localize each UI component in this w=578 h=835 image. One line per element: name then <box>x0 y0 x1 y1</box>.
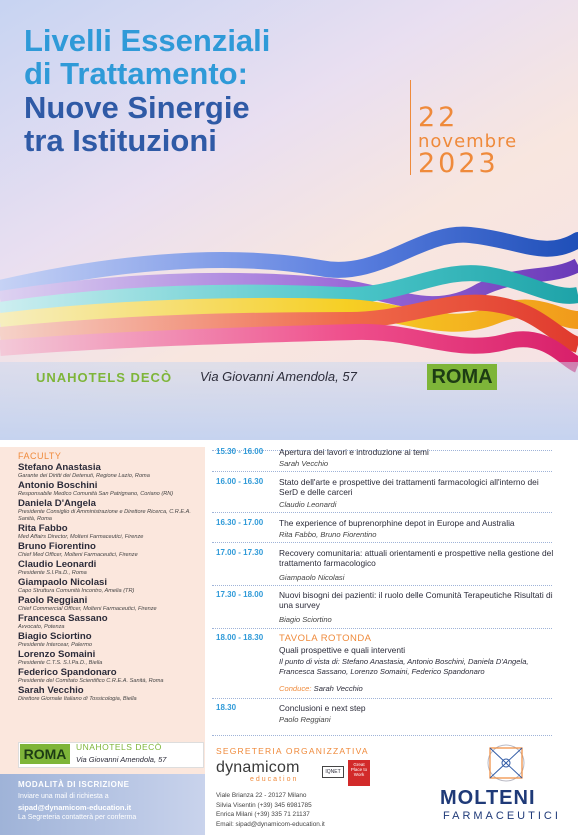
faculty-item: Stefano Anastasia Garante dei Diritti dei Detenuti, Regione Lazio, Roma <box>18 462 150 479</box>
program-speaker: Biagio Sciortino <box>279 615 332 624</box>
faculty-item: Daniela D'Angela Presidente Consiglio di Amministrazione e Direttore Ricerca, C.R.E.A. Sanità, Roma <box>18 498 191 522</box>
program-speaker: Claudio Leonardi <box>279 500 337 509</box>
program-speaker: Giampaolo Nicolasi <box>279 573 345 582</box>
faculty-heading: FACULTY <box>18 451 62 461</box>
faculty-item: Rita Fabbo Med Affairs Director, Molteni Farmaceutici, Firenze <box>18 523 144 540</box>
program-time: 18.00 - 18.30 <box>216 633 264 642</box>
faculty-item: Biagio Sciortino Presidente Intercear, Palermo <box>18 631 92 648</box>
program-title: Nuovi bisogni dei pazienti: il ruolo delle Comunità Terapeutiche Risultati di una survey <box>279 590 553 610</box>
program-divider <box>212 542 552 543</box>
registration-note: La Segreteria contatterà per conferma <box>18 814 137 821</box>
date-month: novembre <box>418 131 518 152</box>
event-title <box>24 24 354 158</box>
secretariat-contacts <box>216 791 325 829</box>
venue-address-small: Via Giovanni Amendola, 57 <box>76 755 167 764</box>
date-divider <box>410 80 411 175</box>
faculty-item: Francesca Sassano Avvocato, Potenza <box>18 613 108 630</box>
registration-text: Inviare una mail di richiesta a <box>18 793 109 800</box>
program-speaker: Paolo Reggiani <box>279 715 331 724</box>
program-divider <box>212 698 552 699</box>
moderator-name: Sarah Vecchio <box>313 684 363 693</box>
program-title: The experience of buprenorphine depot in Europe and Australia <box>279 518 515 528</box>
program-divider <box>212 735 552 736</box>
faculty-item: Bruno Fiorentino Chief Med Officer, Molteni Farmaceutici, Firenze <box>18 541 138 558</box>
program-title: Stato dell'arte e prospettive dei trattamenti farmacologici all'interno dei SerD e delle carceri <box>279 477 539 497</box>
title-line-1: Livelli Essenziali <box>24 23 271 58</box>
program-title: Apertura dei lavori e introduzione ai temi <box>279 447 429 457</box>
faculty-item: Lorenzo Somaini Presidente C.T.S. S.I.Pa.D., Biella <box>18 649 103 666</box>
registration-email-link[interactable]: sipad@dynamicom-education.it <box>18 803 132 812</box>
faculty-item: Claudio Leonardi Presidente S.I.Pa.D., Roma <box>18 559 97 576</box>
date-day: 22 <box>418 102 459 133</box>
program-time: 17.00 - 17.30 <box>216 548 264 557</box>
molteni-logo-icon <box>484 742 528 784</box>
program-divider <box>212 628 552 629</box>
round-table-panel: Il punto di vista di: Stefano Anastasia, Antonio Boschini, Daniela D'Angela, Francesca Sassano, Lorenzo Somaini, Federico Spandonaro <box>279 657 529 676</box>
program-speaker: Rita Fabbo, Bruno Fiorentino <box>279 530 377 539</box>
city-badge-small: ROMA <box>20 744 70 764</box>
faculty-item: Paolo Reggiani Chief Commercial Officer, Molteni Farmaceutici, Firenze <box>18 595 157 612</box>
program-divider <box>212 512 552 513</box>
program-title: Conclusioni e next step <box>279 703 366 713</box>
round-table-moderator <box>279 684 363 693</box>
program-time: 16.30 - 17.00 <box>216 518 264 527</box>
venue-address: Via Giovanni Amendola, 57 <box>200 369 357 384</box>
program-speaker: Sarah Vecchio <box>279 459 329 468</box>
dynamicom-logo-sub: education <box>250 776 299 783</box>
venue-name-small: UNAHOTELS DECÒ <box>76 742 162 752</box>
program-title: Recovery comunitaria: attuali orientamenti e prospettive nella gestione del trattamento farmacologico <box>279 548 554 568</box>
round-table-heading: TAVOLA ROTONDA <box>279 633 372 644</box>
braided-ropes-image <box>0 170 578 380</box>
faculty-item: Federico Spandonaro Presidente del Comitato Scientifico C.R.E.A. Sanità, Roma <box>18 667 164 684</box>
city-badge: ROMA <box>427 364 497 390</box>
secretariat-contact-2: Enrica Milani (+39) 335 71 21137 <box>216 811 310 819</box>
faculty-item: Sarah Vecchio Direttore Giornale Italiano di Tossicologia, Biella <box>18 685 137 702</box>
program-divider <box>212 471 552 472</box>
sponsor-sub: FARMACEUTICI <box>443 810 561 822</box>
sponsor-name: MOLTENI <box>440 787 536 809</box>
venue-name: UNAHOTELS DECÒ <box>36 370 173 385</box>
program-time: 18.30 <box>216 703 237 712</box>
secretariat-address: Viale Brianza 22 - 20127 Milano <box>216 792 307 799</box>
event-date <box>418 102 548 179</box>
program-time: 16.00 - 16.30 <box>216 477 264 486</box>
moderator-label: Conduce: <box>279 684 312 693</box>
faculty-item: Giampaolo Nicolasi Capo Struttura Comunità Incontro, Amelia (TR) <box>18 577 135 594</box>
secretariat-title: SEGRETERIA ORGANIZZATIVA <box>216 746 369 756</box>
faculty-item: Antonio Boschini Responsabile Medico Comunità San Patrignano, Coriano (RN) <box>18 480 174 497</box>
date-year: 2023 <box>418 148 499 179</box>
title-line-3: Nuove Sinergie <box>24 89 250 125</box>
iqnet-badge: IQNET <box>322 766 344 778</box>
dynamicom-logo: dynamicom <box>216 759 300 776</box>
program-time: 17.30 - 18.00 <box>216 590 264 599</box>
secretariat-contact-1: Silvia Visentin (+39) 345 6981785 <box>216 801 312 809</box>
secretariat-email[interactable]: Email: sipad@dynamicom-education.it <box>216 820 325 828</box>
round-table-subtitle: Quali prospettive e quali interventi <box>279 645 406 655</box>
registration-title: MODALITÀ DI ISCRIZIONE <box>18 780 130 789</box>
great-place-to-work-badge: Great Place to Work <box>348 760 370 786</box>
program-time: 15.30 - 16.00 <box>216 447 264 456</box>
program-divider <box>212 585 552 586</box>
faculty-list <box>18 462 203 703</box>
title-line-4: tra Istituzioni <box>24 123 217 159</box>
title-line-2: di Trattamento: <box>24 56 248 92</box>
